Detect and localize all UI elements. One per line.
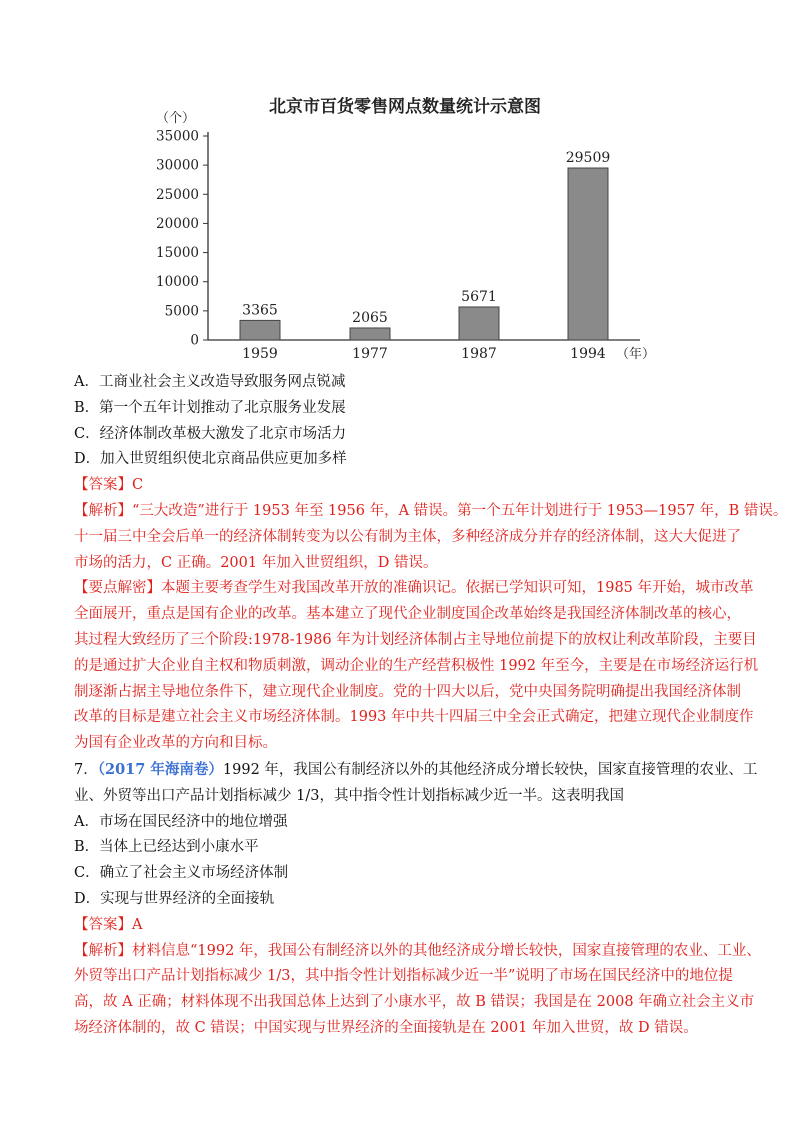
y-tick-label: 20000 <box>156 215 199 232</box>
y-tick-label: 0 <box>190 332 199 349</box>
y-tick-label: 25000 <box>156 186 199 203</box>
q7-stem <box>74 757 758 810</box>
document-body <box>74 370 788 1042</box>
q6-key-tag: 【要点解密】 <box>74 580 161 597</box>
analysis-line: 外贸等出口产品计划指标减少 1/3，其中指令性计划指标减少近一半”说明了市场在国民经济中的地位提 <box>74 968 733 985</box>
q6-options <box>74 370 744 473</box>
q7-analysis-tag: 【解析】 <box>74 942 132 959</box>
q6-key-explanation <box>74 576 759 757</box>
bar-value-label: 3365 <box>242 302 278 319</box>
q7-stem-line <box>74 757 758 784</box>
q6-answer-value: C <box>132 477 144 494</box>
y-tick-label: 10000 <box>156 274 199 291</box>
key-line: 为国有企业改革的方向和目标。 <box>74 735 277 752</box>
key-line: 其过程大致经历了三个阶段:1978-1986 年为计划经济体制占主导地位前提下的放权让利改革阶段，主要目 <box>74 631 757 648</box>
x-category-label: 1959 <box>242 346 278 362</box>
bar-chart <box>150 88 660 368</box>
analysis-line-text: “三大改造”进行于 1953 年至 1956 年，A 错误。第一个五年计划进行于 1953—1957 年，B 错误。 <box>132 502 788 519</box>
bar-value-label: 29509 <box>565 150 611 167</box>
analysis-line: 市场的活力，C 正确。2001 年加入世贸组织，D 错误。 <box>74 554 438 571</box>
option-line: C．经济体制改革极大激发了北京市场活力 <box>74 425 347 442</box>
key-line: 全面展开，重点是国有企业的改革。基本建立了现代企业制度国企改革始终是我国经济体制改革的核心， <box>74 606 741 623</box>
x-category-label: 1987 <box>461 346 497 362</box>
q7-stem-text: 1992 年，我国公有制经济以外的其他经济成分增长较快，国家直接管理的农业、工 <box>222 761 758 778</box>
q7-number: 7． <box>74 761 98 778</box>
option-line: D．加入世贸组织使北京商品供应更加多样 <box>74 451 347 468</box>
q7-answer-value: A <box>132 916 143 933</box>
y-unit-label: （个） <box>156 111 196 126</box>
analysis-line <box>74 499 788 525</box>
y-tick-label: 15000 <box>156 245 199 262</box>
option-line: B．当体上已经达到小康水平 <box>74 839 259 856</box>
q7-analysis <box>74 939 761 1042</box>
q7-source: （2017 年海南卷） <box>97 760 223 778</box>
analysis-line-text: 材料信息“1992 年，我国公有制经济以外的其他经济成分增长较快，国家直接管理的农业、工业、 <box>132 942 761 959</box>
option-line: D．实现与世界经济的全面接轨 <box>74 890 275 907</box>
q6-analysis-tag: 【解析】 <box>74 502 132 519</box>
y-tick-label: 30000 <box>156 157 199 174</box>
x-unit-label: （年） <box>616 347 656 362</box>
bar-value-label: 2065 <box>352 309 388 326</box>
option-line: C．确立了社会主义市场经济体制 <box>74 865 289 882</box>
analysis-line: 场经济体制的，故 C 错误；中国实现与世界经济的全面接轨是在 2001 年加入世贸，故 D 错误。 <box>74 1019 698 1036</box>
option-line: A．市场在国民经济中的地位增强 <box>74 813 288 830</box>
y-tick-label: 5000 <box>164 303 199 320</box>
q6-analysis <box>74 499 788 576</box>
bar-1959 <box>240 320 280 340</box>
y-tick-label: 35000 <box>156 128 199 145</box>
bar-1987 <box>459 307 499 340</box>
key-line: 制逐渐占据主导地位条件下，建立现代企业制度。党的十四大以后，党中央国务院明确提出我国经济体制 <box>74 683 741 700</box>
bar-1977 <box>350 328 390 340</box>
q7-stem-line: 业、外贸等出口产品计划指标减少 1/3，其中指令性计划指标减少近一半。这表明我国 <box>74 787 624 804</box>
x-category-label: 1994 <box>570 346 606 362</box>
chart-title: 北京市百货零售网点数量统计示意图 <box>269 97 541 117</box>
analysis-line: 十一届三中全会后单一的经济体制转变为以公有制为主体，多种经济成分并存的经济体制，这大大促进了 <box>74 528 741 545</box>
option-line: B．第一个五年计划推动了北京服务业发展 <box>74 399 346 416</box>
q7-answer-tag: 【答案】 <box>74 916 132 933</box>
q6-answer-tag: 【答案】 <box>74 477 132 494</box>
bar-value-label: 5671 <box>461 288 497 305</box>
q6-answer <box>74 473 744 499</box>
key-line-text: 本题主要考查学生对我国改革开放的准确识记。依据已学知识可知，1985 年开始，城市改革 <box>161 580 754 597</box>
key-line <box>74 576 754 602</box>
q7-options <box>74 810 744 913</box>
bar-1994 <box>568 168 608 340</box>
analysis-line: 高，故 A 正确；材料体现不出我国总体上达到了小康水平，故 B 错误；我国是在 2008 年确立社会主义市 <box>74 994 755 1011</box>
option-line: A．工商业社会主义改造导致服务网点锐减 <box>74 374 346 390</box>
analysis-line <box>74 939 761 965</box>
key-line: 的是通过扩大企业自主权和物质刺激，调动企业的生产经营积极性 1992 年至今，主要是在市场经济运行机 <box>74 657 759 674</box>
x-category-label: 1977 <box>352 346 388 362</box>
q7-answer <box>74 913 744 939</box>
chart-svg <box>150 88 660 368</box>
key-line: 改革的目标是建立社会主义市场经济体制。1993 年中共十四届三中全会正式确定，把建立现代企业制度作 <box>74 709 754 726</box>
